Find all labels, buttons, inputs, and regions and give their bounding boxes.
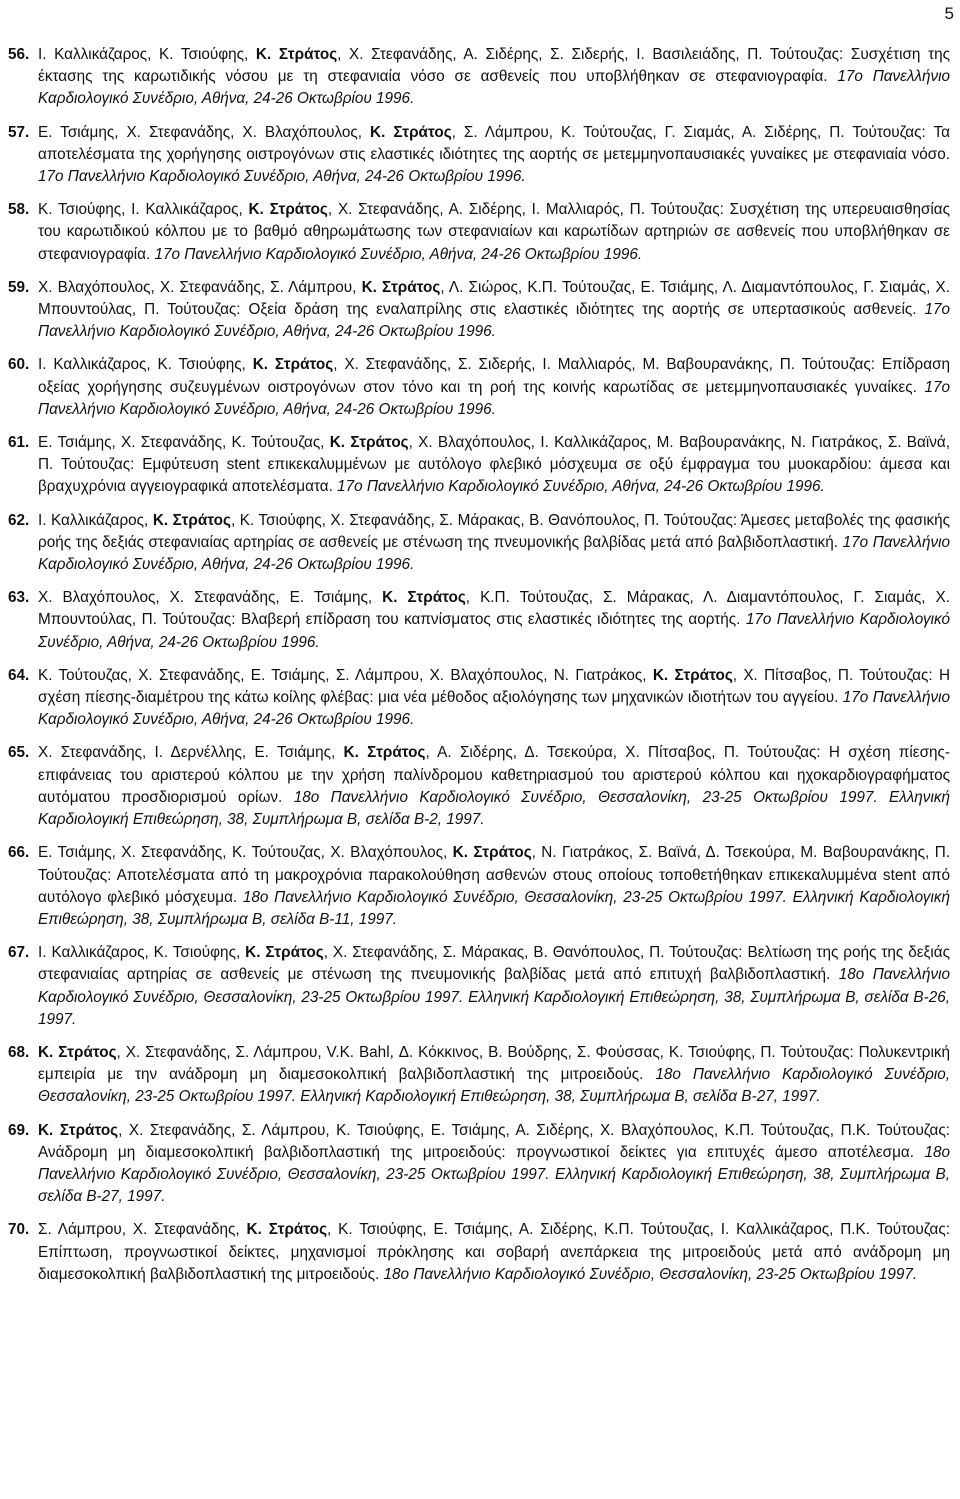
author-highlight: Κ. Στράτος bbox=[652, 666, 733, 684]
reference-number: 61. bbox=[8, 434, 30, 452]
reference-item bbox=[8, 665, 950, 732]
reference-text: Ι. Καλλικάζαρος, bbox=[38, 511, 153, 529]
reference-text: , Χ. Στεφανάδης, Σ. Μάρακας, Β. Θανόπουλος, Π. Τούτουζας: Βελτίωση της ροής της δεξιάς στεφανιαίας αρτηρίας σε ασθενείς με στένωση της πνευμονικής βαλβίδας μετά από επιτυχή βαλβιδοπλαστική. bbox=[38, 944, 950, 984]
reference-item bbox=[8, 432, 950, 499]
author-highlight: Κ. Στράτος bbox=[245, 944, 324, 962]
reference-text: Κ. Τσιούφης, Ι. Καλλικάζαρος, bbox=[38, 201, 249, 219]
conference-citation: 17ο Πανελλήνιο Καρδιολογικό Συνέδριο, Αθήνα, 24-26 Οκτωβρίου 1996. bbox=[38, 533, 950, 574]
reference-number: 63. bbox=[8, 589, 30, 607]
conference-citation: 17ο Πανελλήνιο Καρδιολογικό Συνέδριο, Αθήνα, 24-26 Οκτωβρίου 1996. bbox=[38, 611, 950, 651]
reference-text: , Λ. Σιώρος, Κ.Π. Τούτουζας, Ε. Τσιάμης, Λ. Διαμαντόπουλος, Γ. Σιαμάς, Χ. Μπουντούλας, Π. Τούτουζας: Οξεία δράση της εναλαπρίλης στις ελαστικές ιδιότητες της αορτής σε υπερτασικούς ασθενείς. bbox=[38, 278, 951, 319]
page-number: 5 bbox=[944, 4, 954, 23]
reference-number: 68. bbox=[8, 1043, 30, 1061]
author-highlight: Κ. Στράτος bbox=[246, 1221, 328, 1239]
conference-citation: 17ο Πανελλήνιο Καρδιολογικό Συνέδριο, Αθήνα, 24-26 Οκτωβρίου 1996. bbox=[38, 378, 950, 418]
conference-citation: 18ο Πανελλήνιο Καρδιολογικό Συνέδριο, Θεσσαλονίκη, 23-25 Οκτωβρίου 1997. Ελληνική Καρδιολογική Επιθεώρηση, 38, Συμπλήρωμα Β, σελίδα Β-27, 1997. bbox=[38, 1143, 950, 1206]
author-highlight: Κ. Στράτος bbox=[343, 744, 426, 762]
reference-text: Σ. Λάμπρου, Χ. Στεφανάδης, bbox=[38, 1221, 247, 1239]
reference-text: , Κ. Τσιούφης, Ε. Τσιάμης, Α. Σιδέρης, Κ.Π. Τούτουζας, Ι. Καλλικάζαρος, Π.Κ. Τούτουζας: Επίπτωση, προγνωστικοί δείκτες, μηχανισμοί πρόκλησης και σοβαρή ανεπάρκεια της μιτροειδούς μετά από ανάδρομη μη διαμεσοκολπική βαλβιδοπλαστική της μιτροειδούς. bbox=[38, 1221, 950, 1283]
reference-text: Ι. Καλλικάζαρος, Κ. Τσιούφης, bbox=[38, 944, 246, 962]
author-highlight: Κ. Στράτος bbox=[38, 1121, 119, 1139]
author-highlight: Κ. Στράτος bbox=[252, 356, 334, 374]
reference-item bbox=[8, 1042, 950, 1109]
conference-citation: 18ο Πανελλήνιο Καρδιολογικό Συνέδριο, Θεσσαλονίκη, 23-25 Οκτωβρίου 1997. Ελληνική Καρδιολογική Επιθεώρηση, 38, Συμπλήρωμα Β, σελίδα Β-27, 1997. bbox=[38, 1066, 950, 1106]
reference-text: , Χ. Πίτσαβος, Π. Τούτουζας: Η σχέση πίεσης-διαμέτρου της κάτω κοίλης φλέβας: μια νέα μέθοδος αξιολόγησης των μηχανικών ιδιοτήτων του αγγείου. bbox=[38, 666, 951, 707]
conference-citation: 17ο Πανελλήνιο Καρδιολογικό Συνέδριο, Αθήνα, 24-26 Οκτωβρίου 1996. bbox=[38, 168, 526, 186]
reference-number: 56. bbox=[8, 46, 30, 63]
reference-item bbox=[8, 1219, 950, 1286]
reference-number: 70. bbox=[8, 1221, 30, 1239]
reference-number: 62. bbox=[8, 511, 30, 529]
reference-text: Ε. Τσιάμης, Χ. Στεφανάδης, Κ. Τούτουζας, Χ. Βλαχόπουλος, bbox=[38, 844, 453, 862]
reference-number: 57. bbox=[8, 123, 30, 141]
reference-item bbox=[8, 354, 950, 421]
conference-citation: 18ο Πανελλήνιο Καρδιολογικό Συνέδριο, Θεσσαλονίκη, 23-25 Οκτωβρίου 1997. Ελληνική Καρδιολογική Επιθεώρηση, 38, Συμπλήρωμα Β, σελίδα Β-26, 1997. bbox=[38, 966, 951, 1028]
reference-item bbox=[8, 587, 950, 654]
reference-text: Ε. Τσιάμης, Χ. Στεφανάδης, Κ. Τούτουζας, bbox=[38, 434, 330, 452]
conference-citation: 17ο Πανελλήνιο Καρδιολογικό Συνέδριο, Αθήνα, 24-26 Οκτωβρίου 1996. bbox=[154, 245, 643, 263]
author-highlight: Κ. Στράτος bbox=[255, 46, 338, 63]
reference-text: Ι. Καλλικάζαρος, Κ. Τσιούφης, bbox=[38, 46, 256, 63]
author-highlight: Κ. Στράτος bbox=[452, 844, 532, 862]
conference-citation: 18ο Πανελλήνιο Καρδιολογικό Συνέδριο, Θεσσαλονίκη, 23-25 Οκτωβρίου 1997. Ελληνική Καρδιολογική Επιθεώρηση, 38, Συμπλήρωμα Β, σελίδα Β-11, 1997. bbox=[38, 888, 950, 928]
author-highlight: Κ. Στράτος bbox=[248, 201, 328, 219]
conference-citation: 17ο Πανελλήνιο Καρδιολογικό Συνέδριο, Αθήνα, 24-26 Οκτωβρίου 1996. bbox=[38, 68, 951, 108]
reference-text: , Ν. Γιατράκος, Σ. Βαϊνά, Δ. Τσεκούρα, Μ. Βαβουρανάκης, Π. Τούτουζας: Αποτελέσματα από τη μακροχρόνια παρακολούθηση ασθενών στους οποίους τοποθετήθηκαν επικεκαλυμμένα stent από αυτόλογο φλεβικό μόσχευμα. bbox=[38, 844, 950, 906]
reference-item bbox=[8, 44, 950, 111]
reference-number: 64. bbox=[8, 666, 30, 684]
reference-item bbox=[8, 122, 950, 189]
conference-citation: 18ο Πανελλήνιο Καρδιολογικό Συνέδριο, Θεσσαλονίκη, 23-25 Οκτωβρίου 1997. Ελληνική Καρδιολογική Επιθεώρηση, 38, Συμπλήρωμα Β, σελίδα Β-2, 1997. bbox=[38, 788, 950, 829]
reference-text: Χ. Βλαχόπουλος, Χ. Στεφανάδης, Σ. Λάμπρου, bbox=[38, 278, 362, 296]
author-highlight: Κ. Στράτος bbox=[370, 123, 452, 141]
author-highlight: Κ. Στράτος bbox=[38, 1043, 117, 1061]
conference-citation: 17ο Πανελλήνιο Καρδιολογικό Συνέδριο, Αθήνα, 24-26 Οκτωβρίου 1996. bbox=[38, 689, 950, 729]
author-highlight: Κ. Στράτος bbox=[361, 278, 441, 296]
author-highlight: Κ. Στράτος bbox=[382, 589, 466, 607]
reference-item bbox=[8, 842, 950, 931]
reference-item bbox=[8, 510, 950, 577]
reference-text: , Χ. Στεφανάδης, Σ. Λάμπρου, Κ. Τσιούφης, Ε. Τσιάμης, Α. Σιδέρης, Χ. Βλαχόπουλος, Κ.Π. Τούτουζας, Π.Κ. Τούτουζας: Ανάδρομη μη διαμεσοκολπική βαλβιδοπλαστική της μιτροειδούς: προγνωστικοί δείκτες για επιτυχές άμεσο αποτέλεσμα. bbox=[38, 1121, 950, 1161]
reference-item bbox=[8, 199, 950, 266]
reference-item bbox=[8, 742, 950, 831]
reference-number: 58. bbox=[8, 201, 30, 219]
reference-text: , Χ. Βλαχόπουλος, Ι. Καλλικάζαρος, Μ. Βαβουρανάκης, Ν. Γιατράκος, Σ. Βαϊνά, Π. Τούτουζας: Εμφύτευση stent επικεκαλυμμένων με αυτόλογο φλεβικό μόσχευμα σε οξύ έμφραγμα του μυοκαρδίου: άμεσα και βραχυχρόνια αγγειογραφικά αποτελέσματα. bbox=[38, 434, 950, 496]
reference-text: Κ. Τούτουζας, Χ. Στεφανάδης, Ε. Τσιάμης, Σ. Λάμπρου, Χ. Βλαχόπουλος, Ν. Γιατράκος, bbox=[38, 666, 653, 684]
reference-number: 65. bbox=[8, 744, 30, 762]
reference-text: , Κ. Τσιούφης, Χ. Στεφανάδης, Σ. Μάρακας, Β. Θανόπουλος, Π. Τούτουζας: Άμεσες μεταβολές της φασικής ροής της δεξιάς στεφανιαίας αρτηρίας σε ασθενείς με στένωση της πνευμονικής βαλβίδας μετά από βαλβιδοπλαστική. bbox=[38, 511, 950, 551]
reference-text: , Κ.Π. Τούτουζας, Σ. Μάρακας, Λ. Διαμαντόπουλος, Γ. Σιαμάς, Χ. Μπουντούλας, Π. Τούτουζας: Βλαβερή επίδραση του καπνίσματος στις ελαστικές ιδιότητες της αορτής. bbox=[38, 589, 951, 629]
reference-list bbox=[8, 44, 950, 1297]
conference-citation: 17ο Πανελλήνιο Καρδιολογικό Συνέδριο, Αθήνα, 24-26 Οκτωβρίου 1996. bbox=[337, 478, 825, 496]
reference-text: Ι. Καλλικάζαρος, Κ. Τσιούφης, bbox=[38, 356, 253, 374]
reference-item bbox=[8, 942, 950, 1031]
reference-text: , Χ. Στεφανάδης, Α. Σιδέρης, Σ. Σιδερής, Ι. Βασιλειάδης, Π. Τούτουζας: Συσχέτιση της έκτασης της καρωτιδικής νόσου με τη στεφανιαία νόσο σε ασθενείς που υποβλήθηκαν σε στεφανιογραφία. bbox=[38, 46, 950, 86]
reference-text: Ε. Τσιάμης, Χ. Στεφανάδης, Χ. Βλαχόπουλος, bbox=[38, 123, 371, 141]
reference-text: , Α. Σιδέρης, Δ. Τσεκούρα, Χ. Πίτσαβος, Π. Τούτουζας: Η σχέση πίεσης-επιφάνειας του αριστερού κόλπου με την χρήση παλίνδρομου καθετηριασμού του αριστερού κόλπου και ηχοκαρδιογραφήματος αυτόματου προσδιορισμού ορίων. bbox=[38, 744, 950, 806]
conference-citation: 18ο Πανελλήνιο Καρδιολογικό Συνέδριο, Θεσσαλονίκη, 23-25 Οκτωβρίου 1997. bbox=[383, 1265, 918, 1283]
reference-text: Χ. Στεφανάδης, Ι. Δερνέλλης, Ε. Τσιάμης, bbox=[38, 744, 344, 762]
author-highlight: Κ. Στράτος bbox=[329, 434, 409, 452]
reference-text: , Χ. Στεφανάδης, Σ. Λάμπρου, V.K. Bahl, Δ. Κόκκινος, Β. Βούδρης, Σ. Φούσσας, Κ. Τσιούφης, Π. Τούτουζας: Πολυκεντρική εμπειρία με την ανάδρομη μη διαμεσοκολπική βαλβιδοπλαστική της μιτροειδούς. bbox=[38, 1043, 950, 1084]
reference-text: , Σ. Λάμπρου, Κ. Τούτουζας, Γ. Σιαμάς, Α. Σιδέρης, Π. Τούτουζας: Τα αποτελέσματα της χορήγησης οιστρογόνων στις ελαστικές ιδιότητες της αορτής σε μετεμμηνοπαυσιακές γυναίκες με στεφανιαία νόσο. bbox=[38, 123, 950, 163]
reference-item bbox=[8, 277, 950, 344]
reference-number: 66. bbox=[8, 844, 30, 862]
reference-number: 69. bbox=[8, 1121, 30, 1139]
reference-text: , Χ. Στεφανάδης, Α. Σιδέρης, Ι. Μαλλιαρός, Π. Τούτουζας: Συσχέτιση της υπερευαισθησίας του καρωτιδικού κόλπου με το βαθμό αθηρωμάτωσης των στεφανιαίων και καρωτίδων αρτηριών σε ασθενείς που υποβλήθηκαν σε στεφανιογραφία. bbox=[38, 201, 951, 263]
author-highlight: Κ. Στράτος bbox=[152, 511, 231, 529]
reference-text: Χ. Βλαχόπουλος, Χ. Στεφανάδης, Ε. Τσιάμης, bbox=[38, 589, 383, 607]
reference-number: 60. bbox=[8, 356, 30, 374]
conference-citation: 17ο Πανελλήνιο Καρδιολογικό Συνέδριο, Αθήνα, 24-26 Οκτωβρίου 1996. bbox=[38, 301, 950, 341]
reference-item bbox=[8, 1120, 950, 1209]
reference-text: , Χ. Στεφανάδης, Σ. Σιδερής, Ι. Μαλλιαρός, Μ. Βαβουρανάκης, Π. Τούτουζας: Επίδραση οξείας χορήγησης συζευγμένων οιστρογόνων στον τόνο και τη ροή της κοινής καρωτίδας σε μετεμμηνοπαυσιακές γυναίκες. bbox=[38, 356, 951, 396]
reference-number: 67. bbox=[8, 944, 30, 962]
reference-number: 59. bbox=[8, 278, 30, 296]
